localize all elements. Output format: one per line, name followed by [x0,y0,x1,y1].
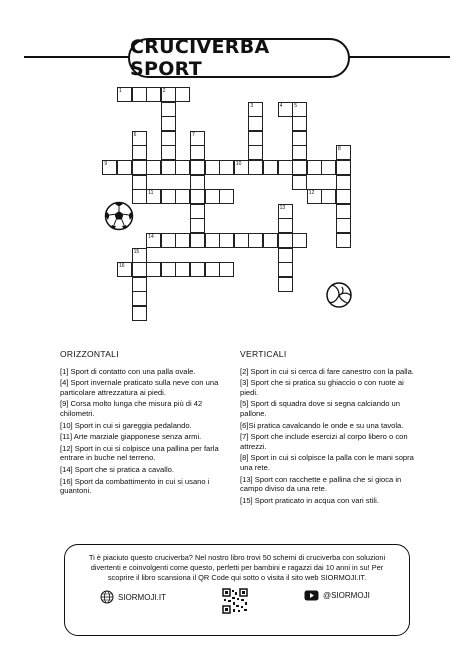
grid-cell[interactable] [248,233,263,248]
clue-down: [15] Sport praticato in acqua con vari stili. [240,495,379,505]
grid-cell[interactable] [146,160,161,175]
grid-cell[interactable] [161,233,176,248]
clue-number: 6 [133,131,137,138]
grid-cell[interactable] [336,218,351,233]
grid-cell[interactable] [219,262,234,277]
grid-cell[interactable] [292,116,307,131]
grid-cell[interactable] [161,145,176,160]
grid-cell[interactable] [117,87,132,102]
clue-across: [10] Sport in cui si gareggia pedalando. [60,420,192,430]
grid-cell[interactable] [190,204,205,219]
website-link[interactable] [100,590,166,604]
grid-cell[interactable] [248,102,263,117]
youtube-icon [304,590,319,601]
grid-cell[interactable] [161,262,176,277]
grid-cell[interactable] [263,160,278,175]
clue-across: [1] Sport di contatto con una palla ovale. [60,366,196,376]
grid-cell[interactable] [278,262,293,277]
grid-cell[interactable] [132,262,147,277]
grid-cell[interactable] [190,189,205,204]
clue-number: 13 [279,204,286,211]
grid-cell[interactable] [248,131,263,146]
clue-down: [2] Sport in cui si cerca di fare canestro con la palla. [240,366,414,376]
across-heading: ORIZZONTALI [60,349,119,359]
clue-down: [5] Sport di squadra dove si segna calciando un pallone. [240,399,400,418]
grid-cell[interactable] [205,233,220,248]
grid-cell[interactable] [307,160,322,175]
grid-cell[interactable] [161,160,176,175]
grid-cell[interactable] [219,233,234,248]
grid-cell[interactable] [161,116,176,131]
grid-cell[interactable] [336,145,351,160]
clue-number: 1 [119,88,122,94]
grid-cell[interactable] [190,262,205,277]
grid-cell[interactable] [278,277,293,292]
clue-across: [9] Corsa molto lunga che misura più di 42 chilometri. [60,399,203,418]
grid-cell[interactable] [161,102,176,117]
clue-number: 9 [104,161,108,167]
clue-number: 11 [148,190,154,197]
down-clues [240,350,414,507]
grid-cell[interactable] [132,160,147,175]
grid-cell[interactable] [132,175,147,190]
website-label: SIORMOJI.IT [118,592,166,602]
grid-cell[interactable] [190,145,205,160]
globe-icon [100,590,114,604]
grid-cell[interactable] [278,248,293,263]
clue-number: 10 [235,161,242,167]
grid-cell[interactable] [292,102,307,117]
clue-number: 8 [338,146,341,153]
page-title: CRUCIVERBA SPORT [128,38,350,78]
down-heading: VERTICALI [240,349,287,359]
grid-cell[interactable] [132,248,147,263]
volleyball-icon [326,282,352,308]
youtube-label: @SIORMOJI [323,591,370,600]
grid-cell[interactable] [132,87,147,102]
grid-cell[interactable] [161,189,176,204]
grid-cell[interactable] [175,189,190,204]
clue-number: 16 [119,263,125,270]
grid-cell[interactable] [161,131,176,146]
grid-cell[interactable] [190,233,205,248]
grid-cell[interactable] [292,233,307,248]
grid-cell[interactable] [336,175,351,190]
clue-number: 4 [279,102,283,109]
grid-cell[interactable] [292,175,307,190]
clue-across: [11] Arte marziale giapponese senza armi. [60,432,202,442]
grid-cell[interactable] [248,116,263,131]
grid-cell[interactable] [336,189,351,204]
grid-cell[interactable] [146,87,161,102]
grid-cell[interactable] [175,233,190,248]
qr-code-icon[interactable] [222,588,248,614]
grid-cell[interactable] [292,160,307,175]
grid-cell[interactable] [132,306,147,321]
grid-cell[interactable] [190,175,205,190]
across-clues [60,350,222,498]
grid-cell[interactable] [132,145,147,160]
grid-cell[interactable] [190,160,205,175]
grid-cell[interactable] [175,160,190,175]
grid-cell[interactable] [205,262,220,277]
grid-cell[interactable] [307,189,322,204]
grid-cell[interactable] [234,233,249,248]
grid-cell[interactable] [132,291,147,306]
grid-cell[interactable] [263,233,278,248]
clue-number: 15 [133,248,140,255]
grid-cell[interactable] [321,189,336,204]
clue-number: 12 [308,190,315,197]
grid-cell[interactable] [146,262,161,277]
grid-cell[interactable] [234,160,249,175]
clue-number: 5 [294,102,297,109]
clue-across: [12] Sport in cui si colpisce una pallina per farla entrare in buche nel terreno. [60,443,219,463]
grid-cell[interactable] [132,277,147,292]
clue-across: [14] Sport che si pratica a cavallo. [60,464,174,474]
promo-text: Ti è piaciuto questo cruciverba? Nel nostro libro trovi 50 schemi di cruciverba con soluzioni divertenti e coinvolgenti come questo, perfetti per bambini e ragazzi dai 10 anni in su! Per scoprire il libro scansiona il QR Code qui sotto o visita il sito web SIORMOJI.IT. [88,553,386,582]
clue-number: 14 [148,234,154,240]
grid-cell[interactable] [190,218,205,233]
grid-cell[interactable] [102,160,117,175]
grid-cell[interactable] [190,131,205,146]
clue-down: [8] Sport in cui si colpisce la palla con le mani sopra una rete. [240,453,414,472]
grid-cell[interactable] [336,160,351,175]
grid-cell[interactable] [205,160,220,175]
grid-cell[interactable] [146,189,161,204]
clue-down: [13] Sport con racchette e pallina che si gioca in campo diviso da una rete. [240,474,402,494]
grid-cell[interactable] [117,262,132,277]
clue-down: [3] Sport che si pratica su ghiaccio o con ruote ai piedi. [240,378,404,397]
grid-cell[interactable] [219,160,234,175]
grid-cell[interactable] [161,87,176,102]
clue-number: 2 [162,88,166,94]
grid-cell[interactable] [205,189,220,204]
grid-cell[interactable] [278,160,293,175]
clue-down: [7] Sport che include esercizi al corpo libero o con attrezzi. [240,432,408,451]
grid-cell[interactable] [292,145,307,160]
clue-across: [4] Sport invernale praticato sulla neve con una particolare attrezzatura ai piedi. [60,378,219,397]
grid-cell[interactable] [278,102,293,117]
clue-number: 3 [250,102,254,109]
grid-cell[interactable] [175,262,190,277]
grid-cell[interactable] [336,204,351,219]
grid-cell[interactable] [336,233,351,248]
clue-across: [16] Sport da combattimento in cui si usano i guantoni. [60,476,210,496]
clue-number: 7 [192,131,195,138]
grid-cell[interactable] [321,160,336,175]
grid-cell[interactable] [117,160,132,175]
grid-cell[interactable] [292,131,307,146]
grid-cell[interactable] [278,233,293,248]
grid-cell[interactable] [146,233,161,248]
grid-cell[interactable] [248,160,263,175]
clue-down: [6]Si pratica cavalcando le onde e su una tavola. [240,420,404,430]
grid-cell[interactable] [278,218,293,233]
grid-cell[interactable] [175,87,190,102]
grid-cell[interactable] [219,189,234,204]
grid-cell[interactable] [278,204,293,219]
soccer-ball-icon [104,201,134,231]
grid-cell[interactable] [132,131,147,146]
grid-cell[interactable] [248,145,263,160]
youtube-link[interactable] [304,590,370,601]
